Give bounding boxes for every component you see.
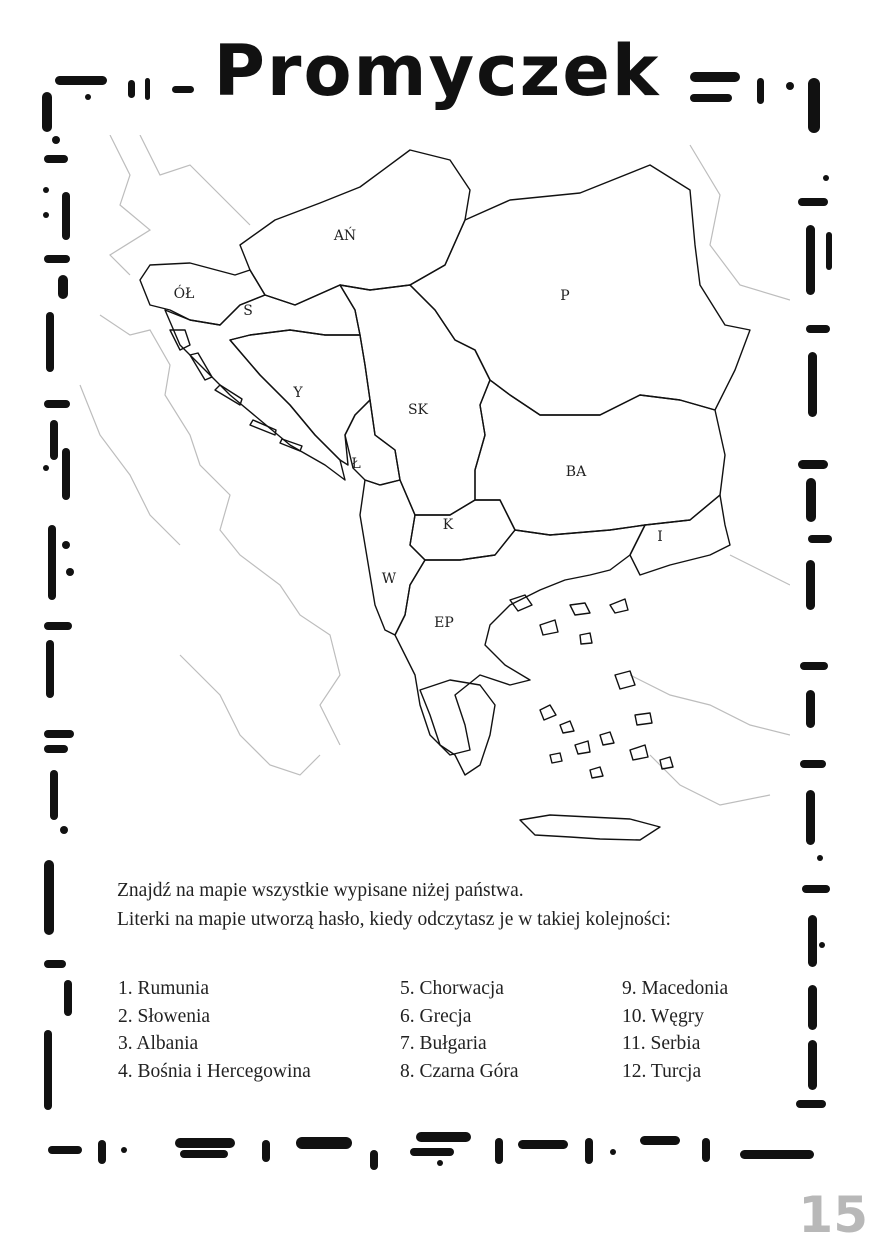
map-label-bulgaria: BA: [565, 464, 587, 480]
map-label-croatia: S: [243, 303, 253, 319]
country-item: 4. Bośnia i Hercegowina: [118, 1060, 311, 1082]
map-label-romania: P: [560, 288, 570, 304]
page-number: 15: [798, 1186, 868, 1244]
map-label-macedonia: K: [442, 517, 454, 533]
instructions: [117, 876, 817, 934]
instructions-line-2: Literki na mapie utworzą hasło, kiedy odczytasz je w takiej kolejności:: [117, 909, 671, 930]
country-item: 5. Chorwacja: [400, 978, 504, 999]
country-item: 9. Macedonia: [622, 978, 729, 999]
map-label-albania: W: [381, 571, 397, 587]
map-label-greece: EP: [434, 615, 454, 631]
country-item: 1. Rumunia: [118, 978, 209, 999]
map-label-montenegro: Ł: [351, 456, 361, 472]
country-item: 7. Bułgaria: [400, 1033, 487, 1054]
neighbour-outlines: [80, 135, 790, 805]
country-item: 10. Węgry: [622, 1005, 704, 1027]
country-list-column-2: [400, 975, 519, 1085]
country-borders: [140, 150, 750, 840]
map-label-slovenia: ÓŁ: [173, 286, 195, 302]
page-title: Promyczek: [213, 30, 661, 112]
country-item: 6. Grecja: [400, 1005, 472, 1027]
country-item: 2. Słowenia: [118, 1005, 211, 1027]
map-label-turkey: I: [657, 529, 663, 545]
balkan-map: [70, 135, 790, 855]
country-list-column-3: [622, 975, 728, 1085]
map-label-hungary: AŃ: [333, 228, 357, 244]
instructions-line-1: Znajdź na mapie wszystkie wypisane niżej państwa.: [117, 880, 524, 901]
country-list-column-1: [118, 975, 311, 1085]
country-item: 8. Czarna Góra: [400, 1060, 519, 1082]
country-item: 11. Serbia: [622, 1033, 701, 1054]
country-item: 12. Turcja: [622, 1060, 702, 1082]
map-label-serbia: SK: [407, 402, 429, 418]
map-label-bosnia: Y: [293, 385, 303, 401]
country-item: 3. Albania: [118, 1033, 199, 1054]
